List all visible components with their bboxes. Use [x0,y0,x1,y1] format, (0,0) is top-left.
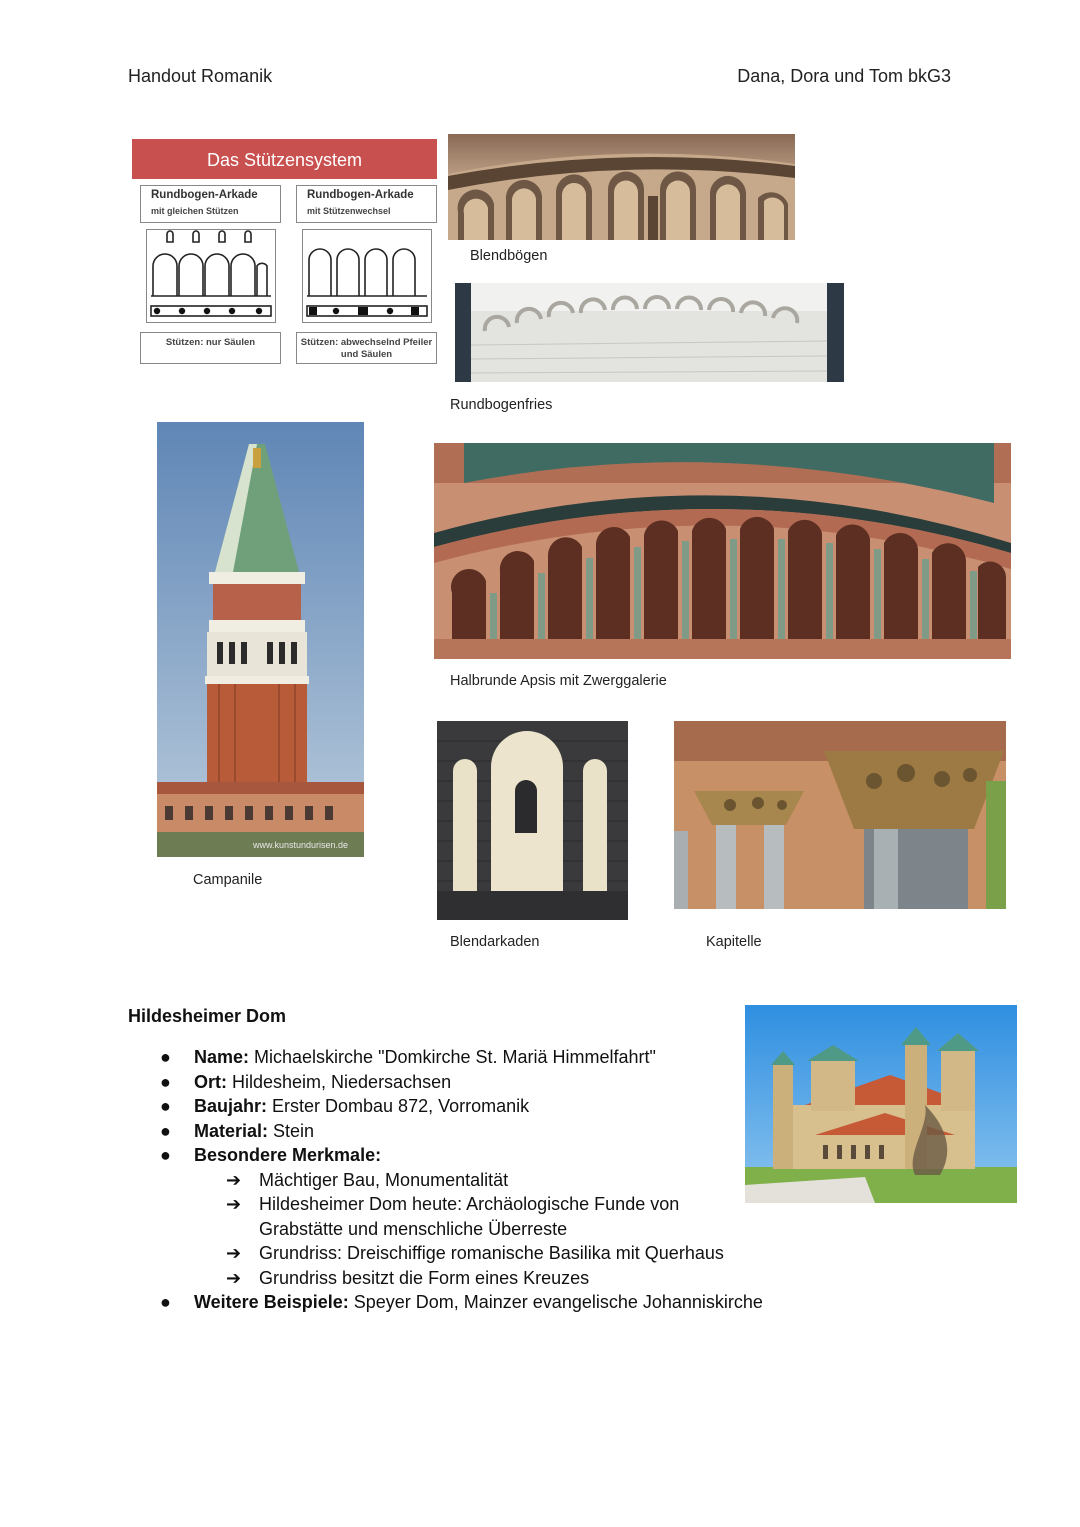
bullet-icon: ● [160,1096,171,1116]
col2-footer: Stützen: abwechselnd Pfeiler und Säulen [300,337,433,360]
merkmal-item [194,1241,788,1266]
fact-label: Material: [194,1120,269,1141]
col1-title-box [140,185,281,223]
caption-campanile: Campanile [193,872,263,888]
bullet-icon: ● [160,1120,171,1141]
fact-label: Name: [194,1047,250,1067]
arrow-right-icon: ➔ [226,1243,242,1263]
caption-kapitelle: Kapitelle [706,934,762,950]
col2-footer-box [296,332,437,364]
bullet-icon: ● [160,1071,171,1092]
facts-list [128,1045,788,1315]
col2-subtitle: mit Stützenwechsel [307,206,391,216]
fact-value: Hildesheim, Niedersachsen [227,1071,452,1092]
fact-value: Erster Dombau 872, Vorromanik [267,1096,530,1116]
col2-title: Rundbogen-Arkade [307,189,414,201]
apsis-photo [434,443,1011,659]
merkmal-item [194,1266,788,1291]
fact-value: Michaelskirche "Domkirche St. Mariä Himmelfahrt" [249,1047,656,1067]
fact-label: Besondere Merkmale: [194,1145,382,1165]
fact-baujahr [128,1094,788,1119]
arcade-alternating-drawing [302,229,432,323]
arrow-right-icon: ➔ [226,1194,242,1214]
header-right: Dana, Dora und Tom bkG3 [737,66,951,86]
arrow-right-icon: ➔ [226,1267,242,1288]
fact-material [128,1119,788,1144]
caption-rundbogenfries: Rundbogenfries [450,397,553,413]
campanile-photo [157,422,364,857]
fact-label: Weitere Beispiele: [194,1292,349,1312]
col1-footer: Stützen: nur Säulen [165,337,256,348]
merkmal-text: Hildesheimer Dom heute: Archäologische Funde von Grabstätte und menschliche Überreste [259,1194,680,1239]
kapitelle-photo [674,721,1006,909]
caption-blendarkaden: Blendarkaden [450,934,540,950]
arrow-right-icon: ➔ [226,1169,242,1190]
section-title: Hildesheimer Dom [128,1006,287,1026]
fact-name [128,1045,788,1070]
fact-beispiele [128,1290,788,1315]
merkmale-list [194,1168,788,1291]
fact-ort [128,1070,788,1095]
merkmal-text: Grundriss besitzt die Form eines Kreuzes [259,1267,590,1288]
rundbogenfries-photo [455,283,844,382]
col1-title: Rundbogen-Arkade [151,189,258,201]
col1-footer-box [140,332,281,364]
merkmal-text: Grundriss: Dreischiffige romanische Basilika mit Querhaus [259,1243,724,1263]
blendarkaden-photo [437,721,628,920]
caption-blendboegen: Blendbögen [470,248,548,264]
bullet-icon: ● [160,1292,171,1312]
arcade-equal-drawing [146,229,276,323]
col1-subtitle: mit gleichen Stützen [151,206,239,216]
merkmal-item [194,1192,719,1241]
bullet-icon: ● [160,1047,171,1067]
stuetzensystem-diagram [132,139,437,369]
fact-label: Baujahr: [194,1096,268,1116]
bullet-icon: ● [160,1145,171,1165]
fact-value: Stein [268,1120,315,1141]
merkmal-text: Mächtiger Bau, Monumentalität [259,1169,509,1190]
col2-title-box [296,185,437,223]
stuetzensystem-title: Das Stützensystem [132,139,437,179]
campanile-watermark: www.kunstundurisen.de [253,840,349,850]
fact-value: Speyer Dom, Mainzer evangelische Johanniskirche [348,1292,763,1312]
fact-merkmale [128,1143,788,1290]
merkmal-item [194,1168,788,1193]
header-left: Handout Romanik [128,66,273,86]
blendboegen-photo [448,134,795,240]
fact-label: Ort: [194,1071,227,1092]
caption-apsis: Halbrunde Apsis mit Zwerggalerie [450,673,667,689]
